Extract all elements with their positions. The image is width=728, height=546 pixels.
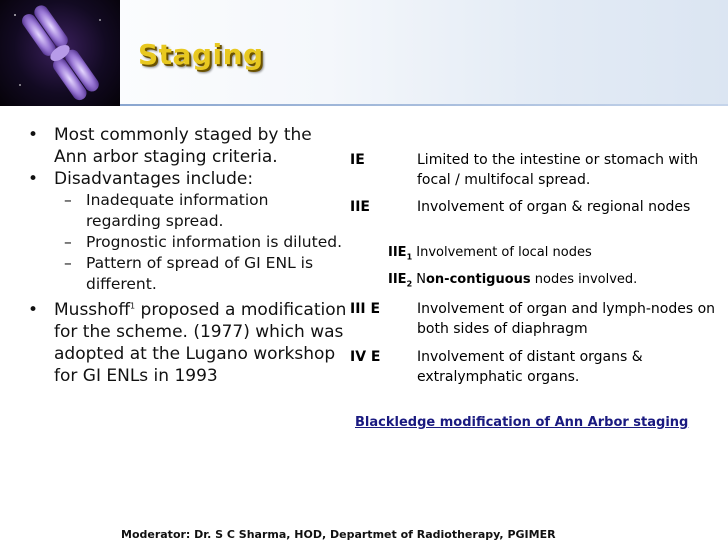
bullet-dot: • [28,300,39,320]
stage-code: IE [350,152,365,168]
substage-row: $IIE_1$ Involvement of local nodes [388,245,592,262]
bullet-dot: • [28,125,39,145]
sub-bullet-pattern: – Pattern of spread of GI ENL is different. [64,254,314,293]
stage-description: Involvement of distant organs & extralymphatic organs. [417,349,643,385]
left-bullets [28,124,348,387]
stage-code: III E [350,301,381,317]
blackledge-link[interactable]: Blackledge modification of Ann Arbor staging [355,415,689,430]
header-divider [120,104,728,106]
stage-code: IV E [350,349,381,365]
stage-code: IIE [350,199,370,215]
sub-bullet-inadequate: – Inadequate information regarding spread. [64,191,269,230]
footer-moderator: Moderator: Dr. S C Sharma, HOD, Departmet of Radiotherapy, PGIMER [121,528,556,541]
stage-description: Involvement of organ and lymph-nodes on both sides of diaphragm [417,301,716,337]
bullet-ann-arbor: • Most commonly staged by the Ann arbor staging criteria. [28,125,312,167]
stage-description: Limited to the intestine or stomach with focal / multifocal spread. [417,152,699,188]
bullet-dot: • [28,169,39,189]
bullet-musshoff: • Musshoff$^1$ proposed a modification for the scheme. (1977) which was adopted at the Lugano workshop for GI ENLs in 1993 [28,300,347,386]
chromosome-image [0,0,120,106]
substage-code: $IIE_2$ [388,272,413,289]
stage-description: Involvement of organ & regional nodes [417,199,691,215]
slide-title: Staging [138,38,264,71]
substage-code: $IIE_1$ [388,245,413,262]
bullet-disadvantages: • Disadvantages include: [28,169,254,189]
sub-bullet-prognostic: – Prognostic information is diluted. [64,233,342,251]
substage-row: $IIE_2$ Non-contiguous nodes involved. [388,272,638,289]
